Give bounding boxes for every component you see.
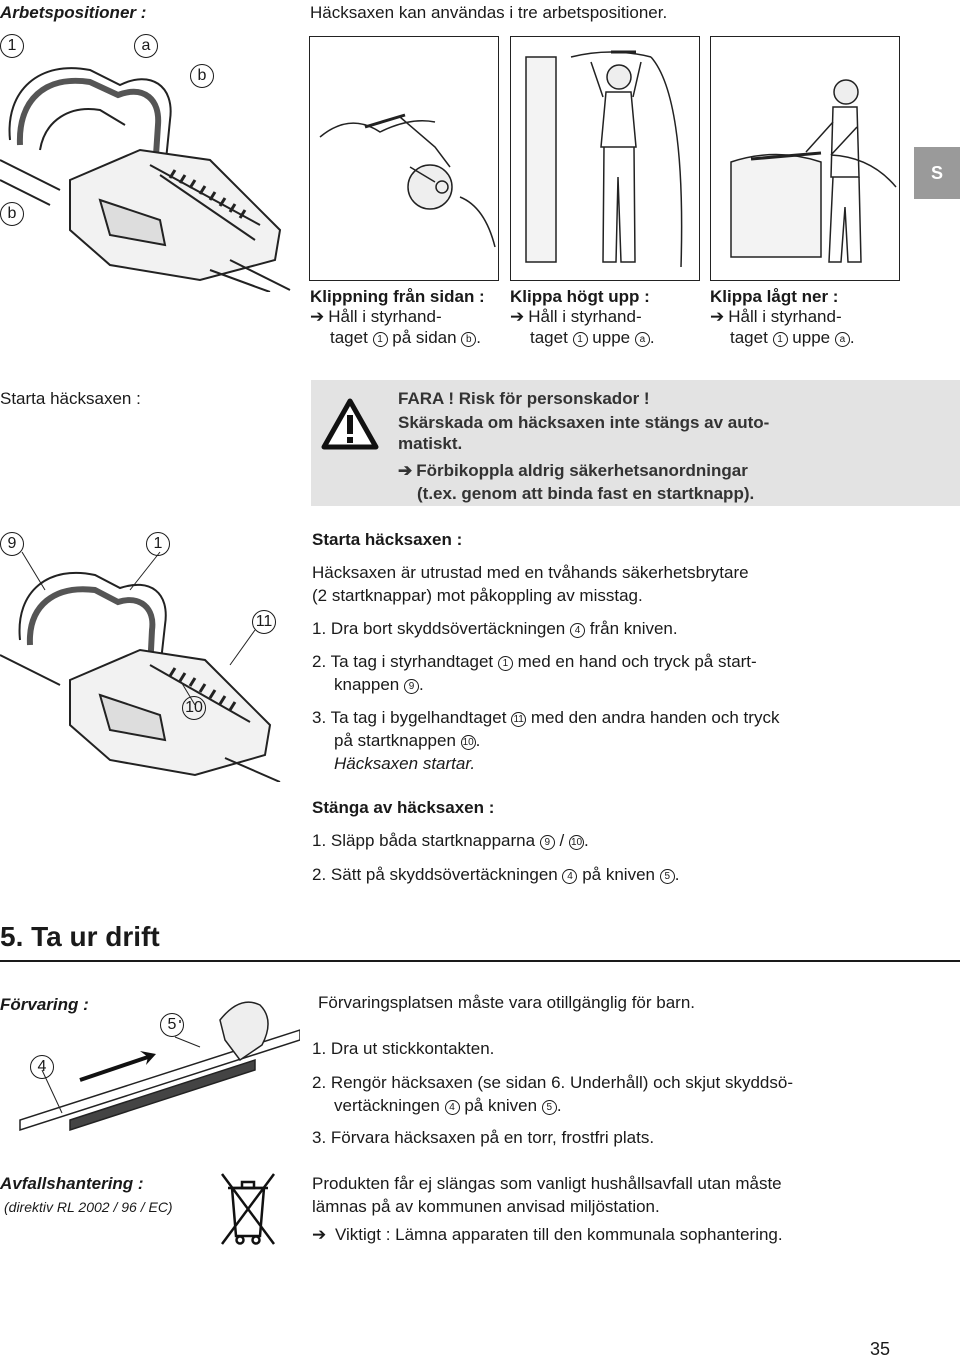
step-text: Förvara häcksaxen på en torr, frostfri plats. bbox=[330, 1128, 655, 1147]
position-3-line2-pre: taget bbox=[730, 328, 768, 347]
storage-step-2 bbox=[312, 1072, 793, 1094]
callout-11: 11 bbox=[252, 610, 276, 634]
position-1-title: Klippning från sidan : bbox=[310, 287, 485, 306]
ref-5: 5 bbox=[660, 869, 675, 884]
callout-1: 1 bbox=[146, 532, 170, 556]
start-step-2 bbox=[312, 651, 757, 673]
warning-box bbox=[311, 380, 960, 506]
warning-line1: Skärskada om häcksaxen inte stängs av auto- bbox=[398, 413, 770, 432]
position-2-line2 bbox=[530, 327, 655, 349]
callout-4: 4 bbox=[30, 1055, 54, 1079]
storage-step-2-cont bbox=[334, 1095, 562, 1117]
illustration-side-cutting bbox=[309, 36, 499, 281]
position-2-line2-mid: uppe bbox=[592, 328, 631, 347]
storage-figure bbox=[0, 985, 300, 1145]
step-number: 3. bbox=[312, 708, 327, 727]
warning-line2: matiskt. bbox=[398, 434, 463, 453]
position-2-line1-text: Håll i styrhand- bbox=[528, 307, 642, 326]
start-buttons-illustration bbox=[0, 530, 290, 782]
start-section-label: Starta häcksaxen : bbox=[0, 389, 141, 408]
position-1-line2-pre: taget bbox=[330, 328, 368, 347]
stop-step-2 bbox=[312, 864, 679, 886]
ref-4: 4 bbox=[445, 1100, 460, 1115]
position-3-ref-letter: a bbox=[835, 332, 850, 347]
step-text: Ta tag i bygelhandtaget bbox=[330, 708, 507, 727]
arrow-icon: ➔ bbox=[398, 461, 413, 480]
step-end: . bbox=[584, 831, 589, 850]
start-intro-line2: (2 startknappar) mot påkoppling av misstag. bbox=[312, 586, 643, 605]
position-3-title: Klippa lågt ner : bbox=[710, 287, 839, 306]
position-3-line2-mid: uppe bbox=[792, 328, 831, 347]
ref-1: 1 bbox=[498, 656, 513, 671]
position-1-ref-num: 1 bbox=[373, 332, 388, 347]
step-text: Sätt på skyddsövertäckningen bbox=[330, 865, 558, 884]
illustration-high-cutting bbox=[510, 36, 700, 281]
illustration-low-cutting bbox=[710, 36, 900, 281]
callout-b-top: b bbox=[190, 64, 214, 88]
start-intro-line1: Häcksaxen är utrustad med en tvåhands säkerhetsbrytare bbox=[312, 563, 749, 582]
step-text: Rengör häcksaxen (se sidan 6. Underhåll) och skjut skyddsö- bbox=[330, 1073, 793, 1092]
stop-heading: Stänga av häcksaxen : bbox=[312, 798, 495, 817]
stop-step-1 bbox=[312, 830, 589, 852]
warning-title: FARA ! Risk för personskador ! bbox=[398, 389, 650, 408]
ref-9: 9 bbox=[540, 835, 555, 850]
disposal-line2: lämnas på av kommunen anvisad miljöstation. bbox=[312, 1197, 660, 1216]
step-end: . bbox=[475, 731, 481, 750]
arrow-icon: ➔ bbox=[710, 307, 725, 326]
position-3-ref-num: 1 bbox=[773, 332, 788, 347]
position-3-line1 bbox=[710, 306, 842, 328]
step-number: 2. bbox=[312, 865, 327, 884]
arbetspositioner-label: Arbetspositioner : bbox=[0, 3, 147, 22]
step-text: Dra bort skyddsövertäckningen bbox=[330, 619, 566, 638]
callout-9: 9 bbox=[0, 532, 24, 556]
callout-a: a bbox=[134, 34, 158, 58]
storage-label: Förvaring : bbox=[0, 995, 89, 1014]
disposal-label: Avfallshantering : bbox=[0, 1174, 144, 1193]
start-buttons-figure bbox=[0, 530, 290, 782]
callout-10: 10 bbox=[182, 696, 206, 720]
arrow-icon: ➔ bbox=[510, 307, 525, 326]
storage-step-3 bbox=[312, 1127, 654, 1149]
step-text-post: från kniven. bbox=[589, 619, 678, 638]
callout-5: 5 bbox=[160, 1013, 184, 1037]
callout-1: 1 bbox=[0, 34, 24, 58]
warning-line4: (t.ex. genom att binda fast en startknapp). bbox=[417, 484, 755, 503]
position-3-line1-text: Håll i styrhand- bbox=[728, 307, 842, 326]
disposal-line1: Produkten får ej slängas som vanligt hushållsavfall utan måste bbox=[312, 1174, 782, 1193]
step-text: på startknappen bbox=[334, 731, 456, 750]
warning-line3-text: Förbikoppla aldrig säkerhetsanordningar bbox=[416, 461, 748, 480]
step-text-mid: på kniven bbox=[582, 865, 655, 884]
step-number: 1. bbox=[312, 1039, 327, 1058]
disposal-note bbox=[312, 1224, 783, 1246]
start-step-3-cont bbox=[334, 730, 480, 752]
step-text: Släpp båda startknapparna bbox=[330, 831, 536, 850]
step-number: 2. bbox=[312, 1073, 327, 1092]
ref-4: 4 bbox=[570, 623, 585, 638]
step-number: 3. bbox=[312, 1128, 327, 1147]
step-number: 1. bbox=[312, 619, 327, 638]
step-number: 2. bbox=[312, 652, 327, 671]
position-2-ref-letter: a bbox=[635, 332, 650, 347]
ref-10: 10 bbox=[462, 737, 474, 748]
hedge-trimmer-figure bbox=[0, 30, 300, 292]
start-result: Häcksaxen startar. bbox=[334, 754, 476, 773]
step-text-mid: på kniven bbox=[464, 1096, 538, 1115]
step-text-post: med den andra handen och tryck bbox=[530, 708, 780, 727]
ref-11: 11 bbox=[511, 712, 526, 727]
step-end: . bbox=[556, 1096, 562, 1115]
position-3-line2-end: . bbox=[849, 328, 855, 347]
arrow-icon: ➔ bbox=[312, 1225, 327, 1244]
position-1-line1-text: Håll i styrhand- bbox=[328, 307, 442, 326]
position-2-title: Klippa högt upp : bbox=[510, 287, 650, 306]
step-end: . bbox=[418, 675, 424, 694]
step-text-post: med en hand och tryck på start- bbox=[517, 652, 757, 671]
position-1-line2-end: . bbox=[476, 328, 482, 347]
storage-step-1 bbox=[312, 1038, 494, 1060]
start-step-2-cont bbox=[334, 674, 424, 696]
disposal-note-text: Viktigt : Lämna apparaten till den kommunala sophantering. bbox=[334, 1225, 783, 1244]
ref-10: 10 bbox=[570, 837, 583, 848]
ref-4: 4 bbox=[562, 869, 577, 884]
storage-intro: Förvaringsplatsen måste vara otillgänglig för barn. bbox=[318, 993, 696, 1012]
disposal-sublabel: (direktiv RL 2002 / 96 / EC) bbox=[4, 1199, 173, 1215]
chapter-divider bbox=[0, 960, 960, 962]
position-2-line1 bbox=[510, 306, 642, 328]
position-1-line2-mid: på sidan bbox=[392, 328, 457, 347]
low-cutting-drawing bbox=[711, 37, 900, 281]
page-number: 35 bbox=[870, 1339, 891, 1357]
ref-9: 9 bbox=[404, 679, 419, 694]
position-2-line2-pre: taget bbox=[530, 328, 568, 347]
step-text: Ta tag i styrhandtaget bbox=[330, 652, 494, 671]
weee-crossed-bin-icon bbox=[218, 1170, 278, 1248]
position-1-line2 bbox=[330, 327, 481, 349]
start-step-3 bbox=[312, 707, 779, 729]
language-tab: S bbox=[914, 147, 960, 199]
step-text: vertäckningen bbox=[334, 1096, 440, 1115]
start-subheading: Starta häcksaxen : bbox=[312, 530, 463, 549]
warning-line3 bbox=[398, 460, 748, 482]
side-cutting-drawing bbox=[310, 37, 499, 281]
step-number: 1. bbox=[312, 831, 327, 850]
step-text: Dra ut stickkontakten. bbox=[330, 1039, 495, 1058]
step-end: . bbox=[674, 865, 680, 884]
start-step-1 bbox=[312, 618, 678, 640]
position-1-ref-letter: b bbox=[461, 332, 476, 347]
hedge-trimmer-illustration bbox=[0, 30, 300, 292]
callout-b-left: b bbox=[0, 202, 24, 226]
intro-text: Häcksaxen kan användas i tre arbetspositioner. bbox=[310, 3, 668, 22]
position-2-line2-end: . bbox=[649, 328, 655, 347]
chapter-title: 5. Ta ur drift bbox=[0, 921, 160, 952]
position-2-ref-num: 1 bbox=[573, 332, 588, 347]
high-cutting-drawing bbox=[511, 37, 700, 281]
separator: / bbox=[559, 831, 565, 850]
warning-triangle-icon bbox=[321, 398, 379, 450]
position-1-line1 bbox=[310, 306, 442, 328]
arrow-icon: ➔ bbox=[310, 307, 325, 326]
step-text: knappen bbox=[334, 675, 400, 694]
position-3-line2 bbox=[730, 327, 855, 349]
ref-5: 5 bbox=[542, 1100, 557, 1115]
